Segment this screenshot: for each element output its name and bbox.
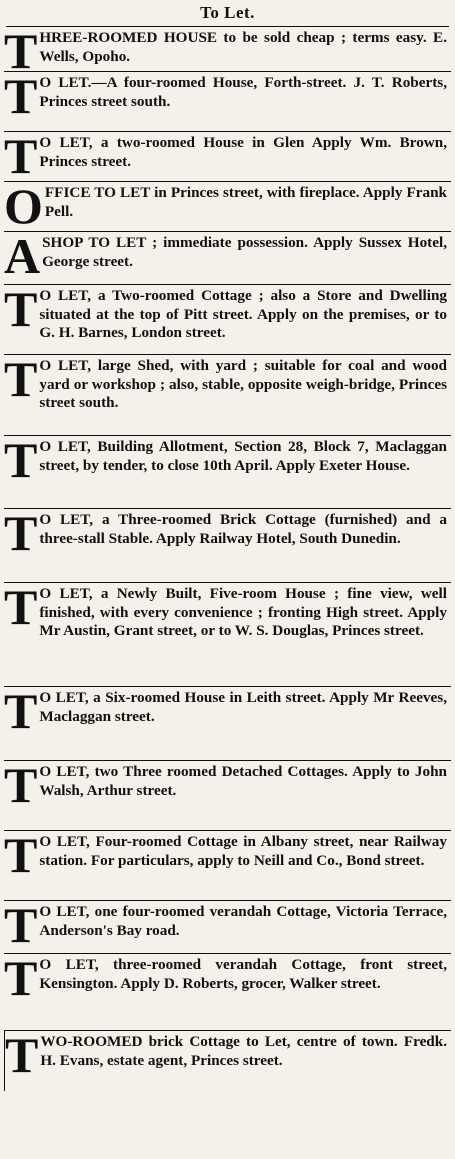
drop-cap: T — [4, 355, 38, 407]
classified-ad — [4, 72, 451, 132]
classified-ad — [4, 182, 451, 232]
ad-text: O LET, a Newly Built, Five-room House ; fine view, well finished, with every convenience ; fronting High street. Apply Mr Austin, Grant street, or to W. S. Douglas, Princes street. — [39, 585, 447, 639]
classified-ad — [4, 1031, 451, 1091]
drop-cap: A — [4, 232, 41, 284]
drop-cap: T — [4, 583, 38, 635]
drop-cap: O — [4, 182, 43, 232]
ad-text: O LET, Four-roomed Cottage in Albany street, near Railway station. For particulars, apply to Neill and Co., Bond street. — [39, 833, 447, 869]
classified-ad — [4, 687, 451, 761]
classified-ad — [4, 436, 451, 509]
drop-cap: T — [5, 1031, 39, 1083]
ad-text: WO-ROOMED brick Cottage to Let, centre of town. Fredk. H. Evans, estate agent, Princes street. — [40, 1033, 447, 1069]
ad-text: HREE-ROOMED HOUSE to be sold cheap ; terms easy. E. Wells, Opoho. — [39, 29, 447, 65]
drop-cap: T — [4, 436, 38, 488]
ad-text: FFICE TO LET in Princes street, with fireplace. Apply Frank Pell. — [44, 184, 447, 220]
ad-text: O LET, two Three roomed Detached Cottages. Apply to John Walsh, Arthur street. — [39, 763, 447, 799]
ad-text: SHOP TO LET ; immediate possession. Apply Sussex Hotel, George street. — [42, 234, 447, 270]
ad-text: O LET, a Three-roomed Brick Cottage (furnished) and a three-stall Stable. Apply Railway Hotel, South Dunedin. — [39, 511, 447, 547]
drop-cap: T — [4, 901, 38, 953]
ad-text: O LET, three-roomed verandah Cottage, front street, Kensington. Apply D. Roberts, grocer, Walker street. — [39, 956, 447, 992]
ad-text: O LET, Building Allotment, Section 28, Block 7, Maclaggan street, by tender, to close 10th April. Apply Exeter House. — [39, 438, 447, 474]
classified-ad — [4, 355, 451, 436]
drop-cap: T — [4, 831, 38, 883]
drop-cap: T — [4, 687, 38, 739]
ad-text: O LET, a Six-roomed House in Leith street. Apply Mr Reeves, Maclaggan street. — [39, 689, 447, 725]
classified-ad — [4, 954, 451, 1031]
classified-ad — [4, 761, 451, 831]
classified-ad — [4, 285, 451, 355]
column-heading: To Let. — [200, 3, 255, 22]
classified-ad — [4, 232, 451, 285]
ad-text: O LET, a two-roomed House in Glen Apply Wm. Brown, Princes street. — [39, 134, 447, 170]
classified-ad — [4, 901, 451, 954]
classified-ad — [4, 583, 451, 687]
classified-ad — [4, 132, 451, 182]
drop-cap: T — [4, 132, 38, 182]
drop-cap: T — [4, 27, 38, 72]
classified-ad — [4, 509, 451, 583]
ad-text: O LET.—A four-roomed House, Forth-street. J. T. Roberts, Princes street south. — [39, 74, 447, 110]
ad-text: O LET, one four-roomed verandah Cottage, Victoria Terrace, Anderson's Bay road. — [39, 903, 447, 939]
drop-cap: T — [4, 954, 38, 1006]
ad-text: O LET, large Shed, with yard ; suitable for coal and wood yard or workshop ; also, stable, opposite weigh-bridge, Princes street south. — [39, 357, 447, 411]
drop-cap: T — [4, 72, 38, 124]
drop-cap: T — [4, 509, 38, 561]
drop-cap: T — [4, 761, 38, 813]
classified-ad — [4, 831, 451, 901]
ad-text: O LET, a Two-roomed Cottage ; also a Store and Dwelling situated at the top of Pitt street. Apply on the premises, or to G. H. Barnes, London street. — [39, 287, 447, 341]
drop-cap: T — [4, 285, 38, 337]
classified-ad — [4, 27, 451, 72]
